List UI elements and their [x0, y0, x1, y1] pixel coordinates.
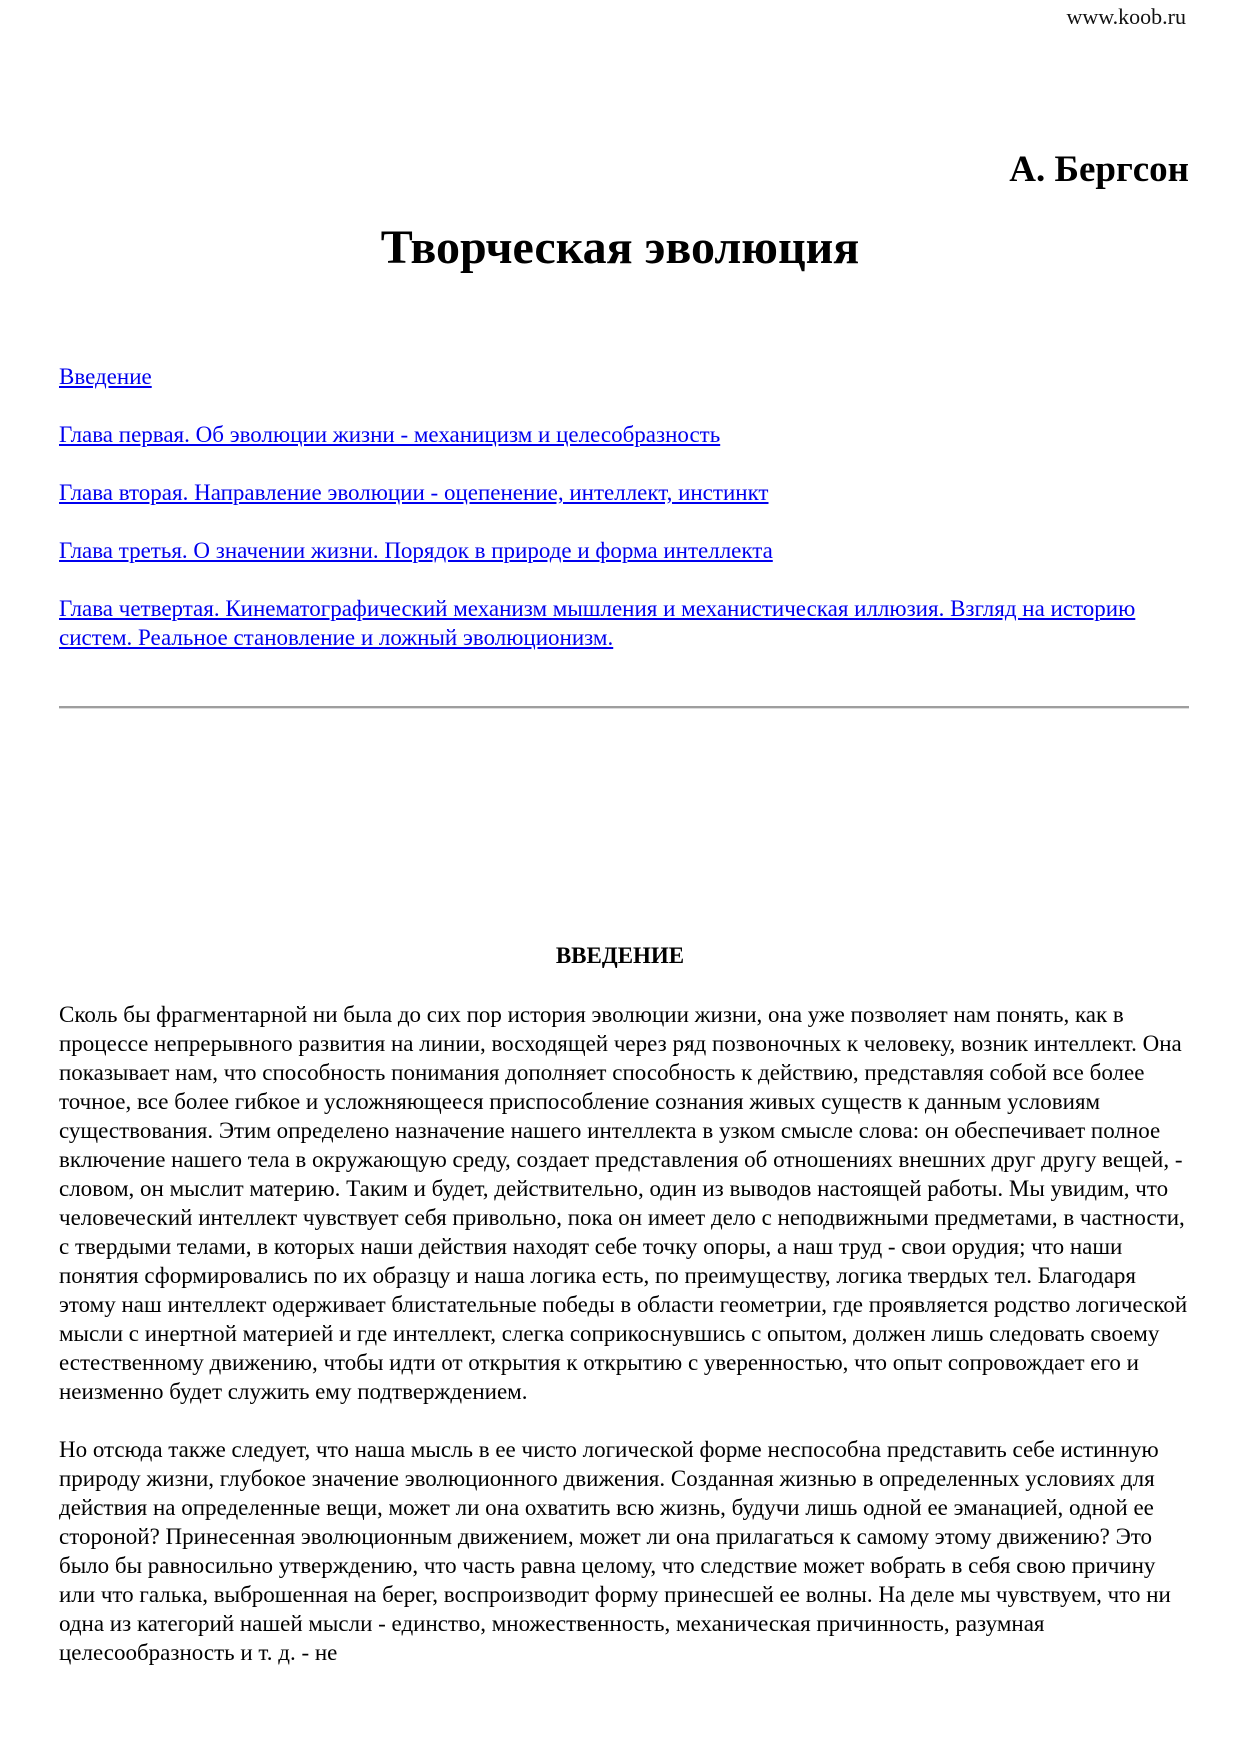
- toc-link-chapter-2[interactable]: Глава вторая. Направление эволюции - оцепенение, интеллект, инстинкт: [59, 480, 769, 505]
- page-title: Творческая эволюция: [380, 221, 860, 274]
- site-url: www.koob.ru: [1066, 4, 1186, 29]
- section-body: [59, 1000, 1189, 1696]
- toc-link-introduction[interactable]: Введение: [59, 364, 152, 389]
- horizontal-divider: [59, 706, 1189, 709]
- body-paragraph: Но отсюда также следует, что наша мысль в ее чисто логической форме неспособна представить себе истинную природу жизни, глубокое значение эволюционного движения. Созданная жизнью в определенных условиях для действия на определенные вещи, может ли она охватить всю жизнь, будучи лишь одной ее эманацией, одной ее стороной? Принесенная эволюционным движением, может ли она прилагаться к самому этому движению? Это было бы равносильно утверждению, что часть равна целому, что следствие может вобрать в себя свою причину или что галька, выброшенная на берег, воспроизводит форму принесшей ее волны. На деле мы чувствуем, что ни одна из категорий нашей мысли - единство, множественность, механическая причинность, разумная целесообразность и т. д. - не: [59, 1437, 1171, 1665]
- toc-link-chapter-3[interactable]: Глава третья. О значении жизни. Порядок в природе и форма интеллекта: [59, 538, 773, 563]
- toc-link-chapter-1[interactable]: Глава первая. Об эволюции жизни - механицизм и целесобразность: [59, 422, 721, 447]
- section-heading: ВВЕДЕНИЕ: [555, 943, 685, 968]
- author-name: А. Бергсон: [1009, 149, 1189, 190]
- body-paragraph: Сколь бы фрагментарной ни была до сих пор история эволюции жизни, она уже позволяет нам понять, как в процессе непрерывного развития на линии, восходящей через ряд позвоночных к человеку, возник интеллект. Она показывает нам, что способность понимания дополняет способность к действию, представляя собой все более точное, все более гибкое и усложняющееся приспособление сознания живых существ к данным условиям существования. Этим определено назначение нашего интеллекта в узком смысле слова: он обеспечивает полное включение нашего тела в окружающую среду, создает представления об отношениях внешних друг другу вещей, - словом, он мыслит материю. Таким и будет, действительно, один из выводов настоящей работы. Мы увидим, что человеческий интеллект чувствует себя привольно, пока он имеет дело с неподвижными предметами, в частности, с твердыми телами, в которых наши действия находят себе точку опоры, а наш труд - свои орудия; что наши понятия сформировались по их образцу и наша логика есть, по преимуществу, логика твердых тел. Благодаря этому наш интеллект одерживает блистательные победы в области геометрии, где проявляется родство логической мысли с инертной материей и где интеллект, слегка соприкоснувшись с опытом, должен лишь следовать своему естественному движению, чтобы идти от открытия к открытию с уверенностью, что опыт сопровождает его и неизменно будет служить ему подтверждением.: [59, 1002, 1188, 1404]
- table-of-contents: [59, 362, 1179, 681]
- toc-link-chapter-4[interactable]: Глава четвертая. Кинематографический механизм мышления и механистическая иллюзия. Взгляд на историю систем. Реальное становление и ложный эволюционизм.: [59, 596, 1136, 650]
